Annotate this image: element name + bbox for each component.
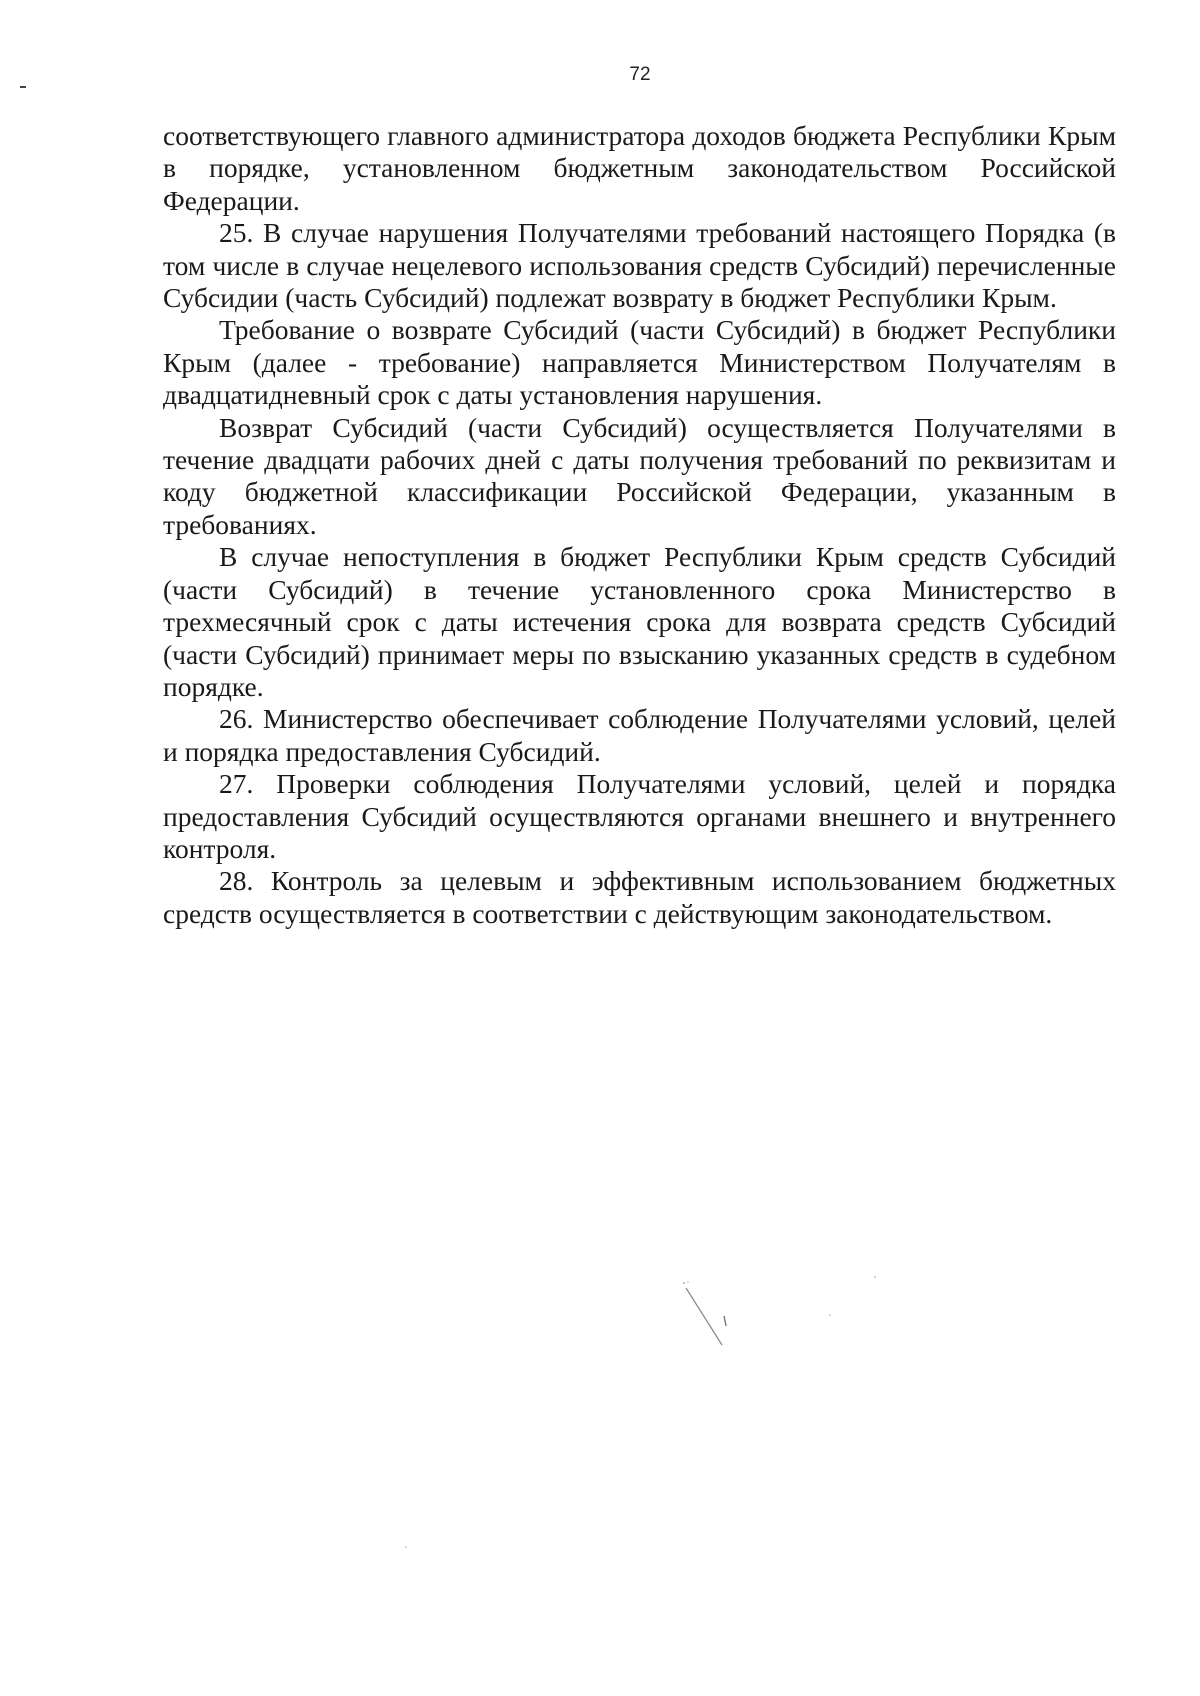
paragraph-25: 25. В случае нарушения Получателями требований настоящего Порядка (в том числе в случае нецелевого использования средств Субсидий) перечисленные Субсидии (часть Субсидий) подлежат возврату в бюджет Республики Крым. [163,217,1116,314]
scan-speck [405,1546,407,1548]
paragraph: Возврат Субсидий (части Субсидий) осуществляется Получателями в течение двадцати рабочих дней с даты получения требований по реквизитам и коду бюджетной классификации Российской Федерации, указанным в требованиях. [163,411,1116,540]
paragraph: соответствующего главного администратора доходов бюджета Республики Крым в порядке, установленном бюджетным законодательством Российской Федерации. [163,120,1116,216]
page-number: 72 [629,64,651,85]
scan-speck [686,1288,722,1345]
paragraph-28: 28. Контроль за целевым и эффективным использованием бюджетных средств осуществляется в соответствии с действующим законодательством. [163,865,1116,929]
paragraph-27: 27. Проверки соблюдения Получателями условий, целей и порядка предоставления Субсидий осуществляются органами внешнего и внутреннего контроля. [163,768,1116,864]
paragraph: Требование о возврате Субсидий (части Субсидий) в бюджет Республики Крым (далее - требование) направляется Министерством Получателям в двадцатидневный срок с даты установления нарушения. [163,314,1116,411]
scan-speck [724,1316,726,1326]
scan-speck [687,1281,688,1282]
scan-speck [829,1314,831,1316]
scan-speck [874,1276,876,1278]
scan-speck [683,1282,685,1284]
paragraph-26: 26. Министерство обеспечивает соблюдение Получателями условий, целей и порядка предоставления Субсидий. [163,703,1116,767]
paragraph: В случае непоступления в бюджет Республики Крым средств Субсидий (части Субсидий) в течение установленного срока Министерство в трехмесячный срок с даты истечения срока для возврата средств Субсидий (части Субсидий) принимает меры по взысканию указанных средств в судебном порядке. [163,541,1116,702]
